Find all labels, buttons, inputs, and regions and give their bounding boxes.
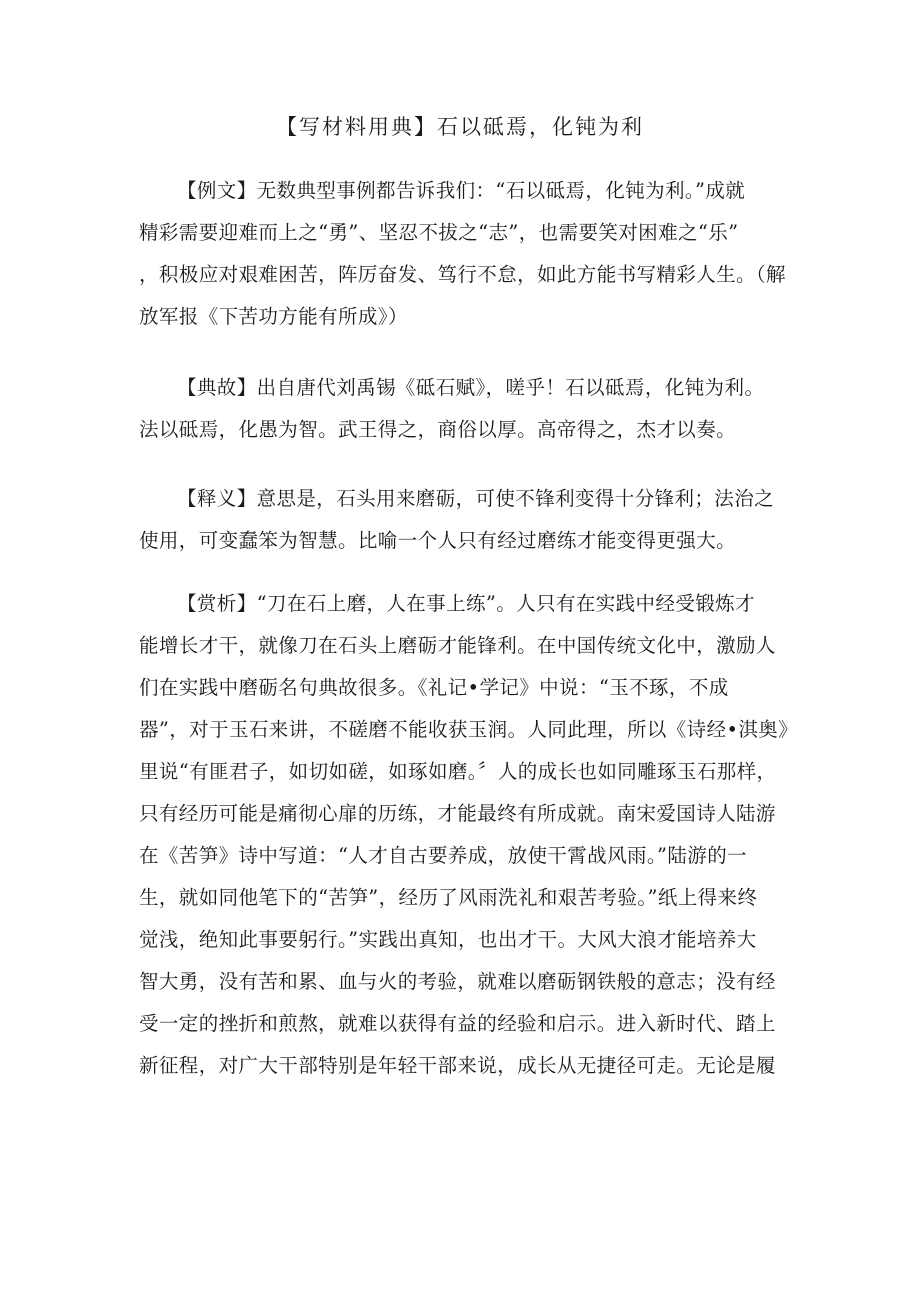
paragraph-line: 智大勇，没有苦和累、血与火的考验，就难以磨砺钢铁般的意志；没有经: [139, 970, 776, 993]
paragraph-line: 【释义】意思是，石头用来磨砺，可使不锋利变得十分锋利；法治之: [177, 487, 775, 510]
section-example: [139, 170, 795, 338]
paragraph-line: 放军报《下苦功方能有所成》）: [139, 305, 408, 328]
paragraph-line: 们在实践中磨砺名句典故很多。《礼记•学记》中说：“玉不琢，不成: [139, 676, 729, 699]
paragraph-line: 使用，可变蠢笨为智慧。比喻一个人只有经过磨练才能变得更强大。: [139, 529, 737, 552]
paragraph-line: 里说“有匪君子，如切如磋，如琢如磨。〞人的成长也如同雕琢玉石那样，: [139, 760, 777, 783]
paragraph-line: 受一定的挫折和煎熬，就难以获得有益的经验和启示。进入新时代、踏上: [139, 1012, 776, 1035]
paragraph-line: 新征程，对广大干部特别是年轻干部来说，成长从无捷径可走。无论是履: [139, 1054, 776, 1077]
paragraph-line: ，积极应对艰难困苦，阵厉奋发、笃行不怠，如此方能书写精彩人生。（解: [139, 263, 786, 286]
document-title: 【写材料用典】石以砥焉，化钝为利: [276, 115, 644, 139]
paragraph-line: 器”，对于玉石来讲，不磋磨不能收获玉润。人同此理，所以《诗经•淇奥》: [139, 718, 799, 741]
section-allusion: [139, 367, 795, 451]
paragraph-line: 【例文】无数典型事例都告诉我们：“石以砥焉，化钝为利。”成就: [177, 179, 746, 202]
paragraph-line: 只有经历可能是痛彻心扉的历练，才能最终有所成就。南宋爱国诗人陆游: [139, 802, 776, 825]
paragraph-line: 生，就如同他笔下的“苦笋”，经历了风雨洗礼和艰苦考验。”纸上得来终: [139, 886, 758, 909]
paragraph-line: 在《苦笋》诗中写道：“人才自古要养成，放使干霄战风雨。”陆游的一: [139, 844, 747, 867]
paragraph-line: 法以砥焉，化愚为智。武王得之，商俗以厚。高帝得之，杰才以奏。: [139, 418, 737, 441]
section-appreciation: [139, 583, 799, 1087]
paragraph-line: 精彩需要迎难而上之“勇”、坚忍不拔之“志”，也需要笑对困难之“乐”: [139, 221, 739, 244]
paragraph-line: 【典故】出自唐代刘禹锡《砥石赋》，嗟乎！石以砥焉，化钝为利。: [177, 376, 765, 399]
section-meaning: [139, 478, 795, 562]
paragraph-line: 觉浅，绝知此事要躬行。”实践出真知，也出才干。大风大浪才能培养大: [139, 928, 757, 951]
paragraph-line: 【赏析】“刀在石上磨，人在事上练”。人只有在实践中经受锻炼才: [177, 592, 755, 615]
paragraph-line: 能增长才干，就像刀在石头上磨砺才能锋利。在中国传统文化中，激励人: [139, 634, 776, 657]
